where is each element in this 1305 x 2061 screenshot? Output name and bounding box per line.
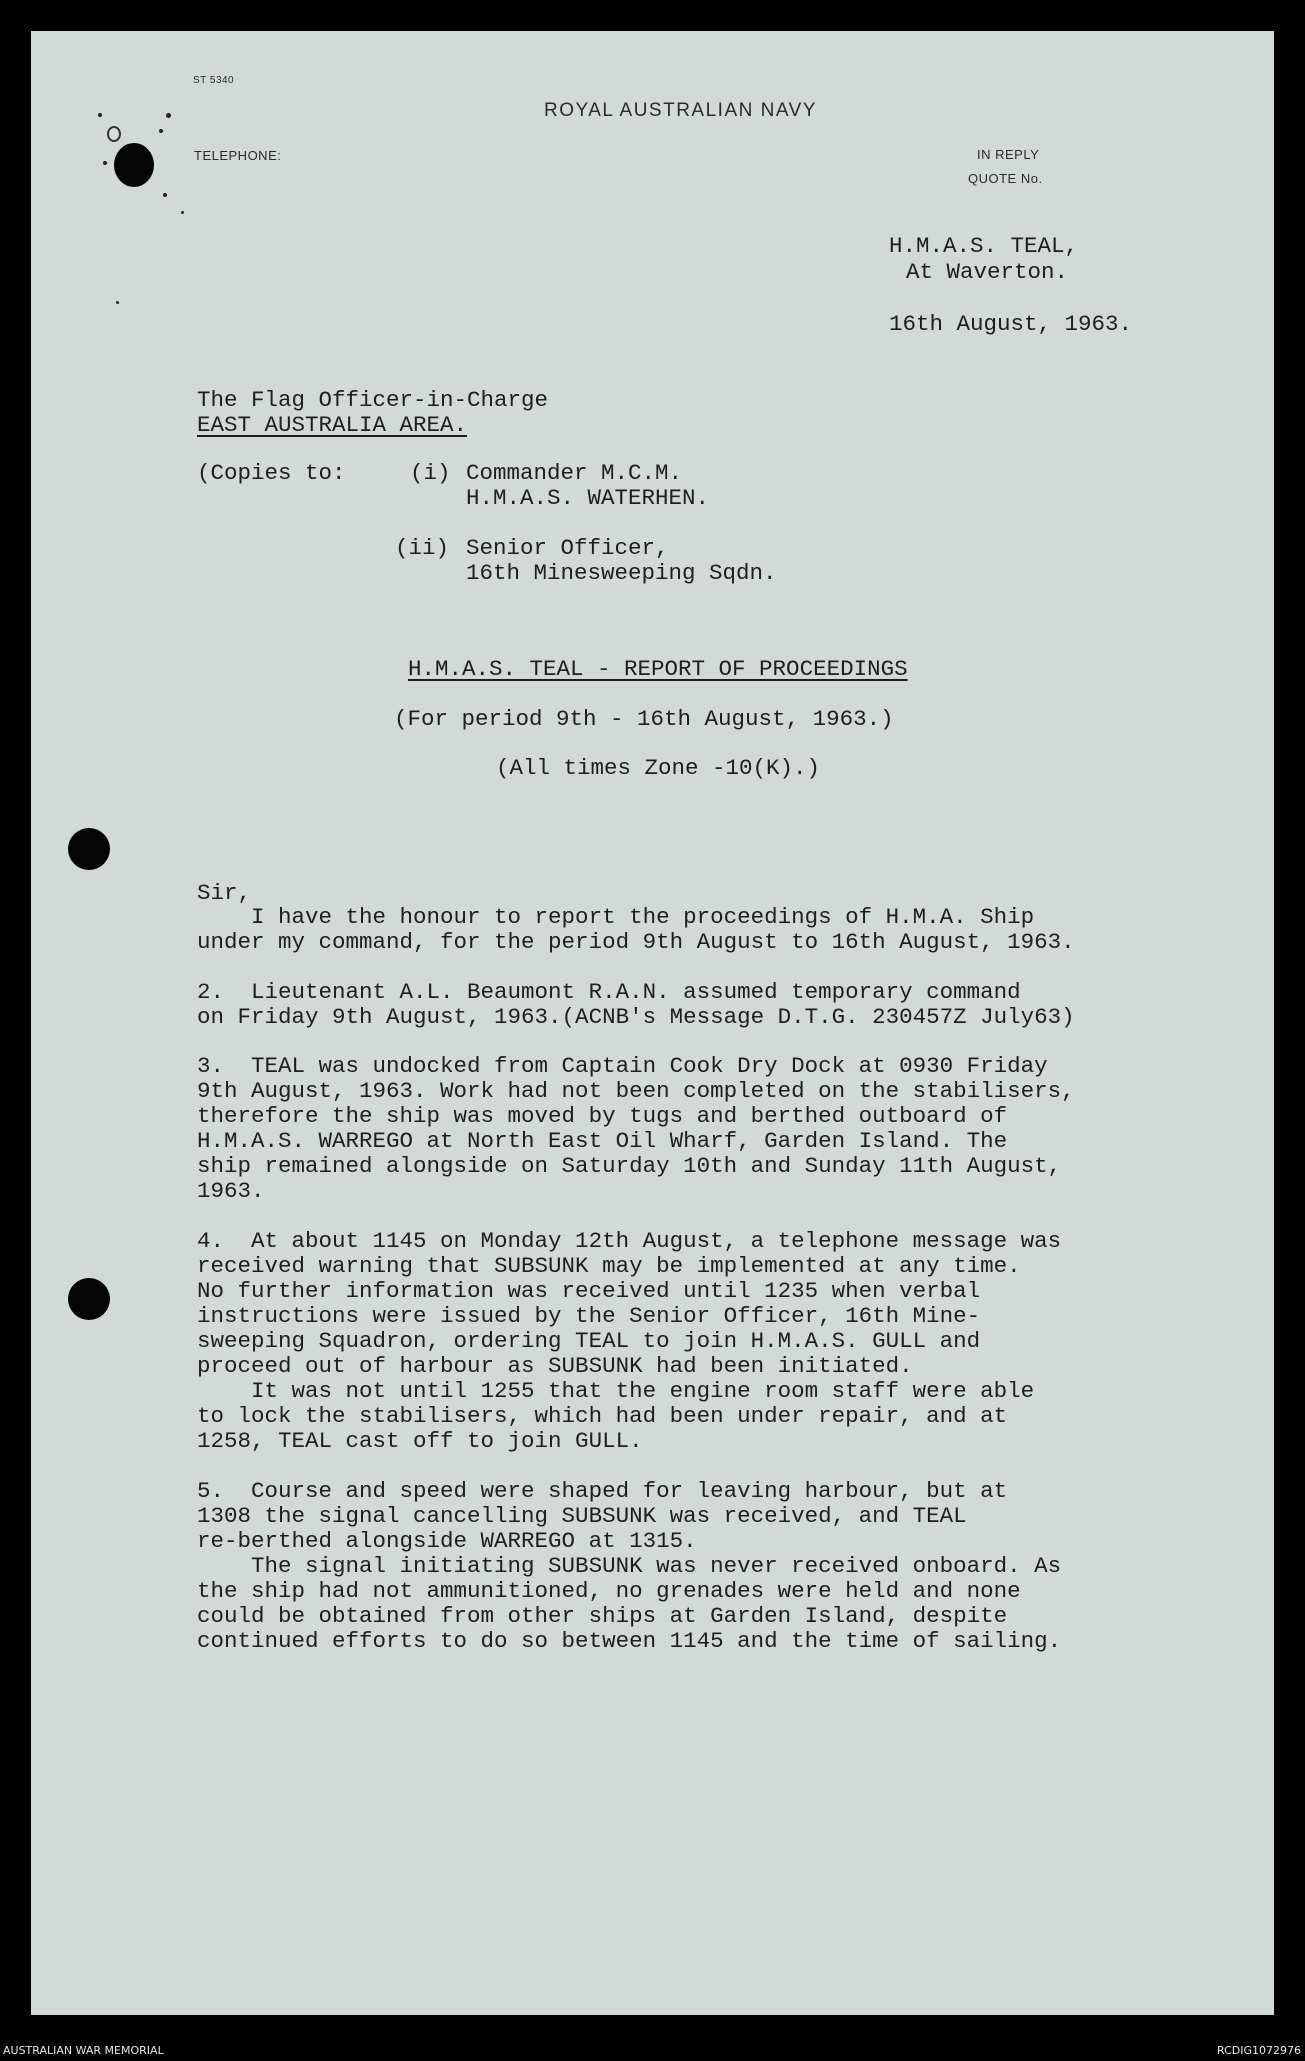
reply-label-line1: IN REPLY — [977, 147, 1040, 162]
sender-line2: At Waverton. — [906, 259, 1069, 285]
report-title: H.M.A.S. TEAL - REPORT OF PROCEEDINGS — [408, 656, 908, 682]
paragraph-line: re-berthed alongside WARREGO at 1315. — [197, 1528, 697, 1554]
paragraph-line: 1258, TEAL cast off to join GULL. — [197, 1428, 643, 1454]
recipient-line2: EAST AUSTRALIA AREA. — [197, 412, 468, 438]
paragraph-line: 1308 the signal cancelling SUBSUNK was received, and TEAL — [197, 1503, 967, 1529]
copy-recipient-line1: Commander M.C.M. — [466, 460, 683, 486]
copy-recipient-line1: Senior Officer, — [466, 535, 669, 561]
paragraph-line: It was not until 1255 that the engine room staff were able — [197, 1378, 1035, 1404]
salutation: Sir, — [197, 880, 252, 906]
punch-hole-lower — [68, 1278, 110, 1320]
copy-recipient-line2: H.M.A.S. WATERHEN. — [466, 485, 710, 511]
paragraph-line: sweeping Squadron, ordering TEAL to join H.M.A.S. GULL and — [197, 1328, 981, 1354]
paragraph-line: 5. Course and speed were shaped for leaving harbour, but at — [197, 1478, 1008, 1504]
paper-speck — [103, 161, 107, 165]
document-page — [31, 31, 1274, 2015]
paper-speck — [107, 126, 121, 142]
report-period: (For period 9th - 16th August, 1963.) — [394, 706, 894, 732]
time-zone-note: (All times Zone -10(K).) — [496, 755, 821, 781]
reply-label-line2: QUOTE No. — [968, 171, 1043, 186]
paragraph-line: proceed out of harbour as SUBSUNK had been initiated. — [197, 1353, 913, 1379]
punch-hole-middle — [68, 828, 110, 870]
footer-record-id: RCDIG1072976 — [1216, 2044, 1301, 2057]
paper-speck — [116, 301, 119, 304]
copy-number: (ii) — [395, 535, 450, 561]
footer-archive-name: AUSTRALIAN WAR MEMORIAL — [3, 2044, 164, 2057]
paragraph-line: No further information was received until 1235 when verbal — [197, 1278, 981, 1304]
copies-label: (Copies to: — [197, 460, 346, 486]
paragraph-line: could be obtained from other ships at Garden Island, despite — [197, 1603, 1008, 1629]
paper-speck — [181, 211, 184, 214]
copy-number: (i) — [410, 460, 451, 486]
paragraph-line: 4. At about 1145 on Monday 12th August, a telephone message was — [197, 1228, 1062, 1254]
copy-recipient-line2: 16th Minesweeping Sqdn. — [466, 560, 777, 586]
paragraph-line: 9th August, 1963. Work had not been completed on the stabilisers, — [197, 1078, 1075, 1104]
telephone-label: TELEPHONE: — [194, 148, 282, 163]
recipient-line1: The Flag Officer-in-Charge — [197, 387, 549, 413]
paper-speck — [98, 113, 102, 117]
letter-date: 16th August, 1963. — [889, 311, 1133, 337]
paragraph-line: to lock the stabilisers, which had been under repair, and at — [197, 1403, 1008, 1429]
paragraph-line: I have the honour to report the proceedings of H.M.A. Ship — [197, 904, 1035, 930]
paragraph-line: ship remained alongside on Saturday 10th and Sunday 11th August, — [197, 1153, 1062, 1179]
paragraph-line: 2. Lieutenant A.L. Beaumont R.A.N. assumed temporary command — [197, 979, 1021, 1005]
paragraph-line: received warning that SUBSUNK may be implemented at any time. — [197, 1253, 1021, 1279]
paragraph-line: The signal initiating SUBSUNK was never received onboard. As — [197, 1553, 1062, 1579]
punch-hole-top — [114, 143, 154, 187]
paragraph-line: H.M.A.S. WARREGO at North East Oil Wharf, Garden Island. The — [197, 1128, 1008, 1154]
paragraph-line: under my command, for the period 9th August to 16th August, 1963. — [197, 929, 1075, 955]
paragraph-line: instructions were issued by the Senior Officer, 16th Mine- — [197, 1303, 981, 1329]
paragraph-line: 3. TEAL was undocked from Captain Cook Dry Dock at 0930 Friday — [197, 1053, 1048, 1079]
paper-speck — [166, 113, 171, 118]
paragraph-line: continued efforts to do so between 1145 and the time of sailing. — [197, 1628, 1062, 1654]
paragraph-line: on Friday 9th August, 1963.(ACNB's Message D.T.G. 230457Z July63) — [197, 1004, 1075, 1030]
sender-line1: H.M.A.S. TEAL, — [889, 233, 1079, 259]
paper-speck — [163, 193, 167, 197]
paragraph-line: the ship had not ammunitioned, no grenades were held and none — [197, 1578, 1021, 1604]
paper-speck — [159, 129, 163, 133]
form-code: ST 5340 — [193, 75, 235, 86]
organization-heading: ROYAL AUSTRALIAN NAVY — [544, 100, 817, 121]
paragraph-line: 1963. — [197, 1178, 265, 1204]
paragraph-line: therefore the ship was moved by tugs and berthed outboard of — [197, 1103, 1008, 1129]
